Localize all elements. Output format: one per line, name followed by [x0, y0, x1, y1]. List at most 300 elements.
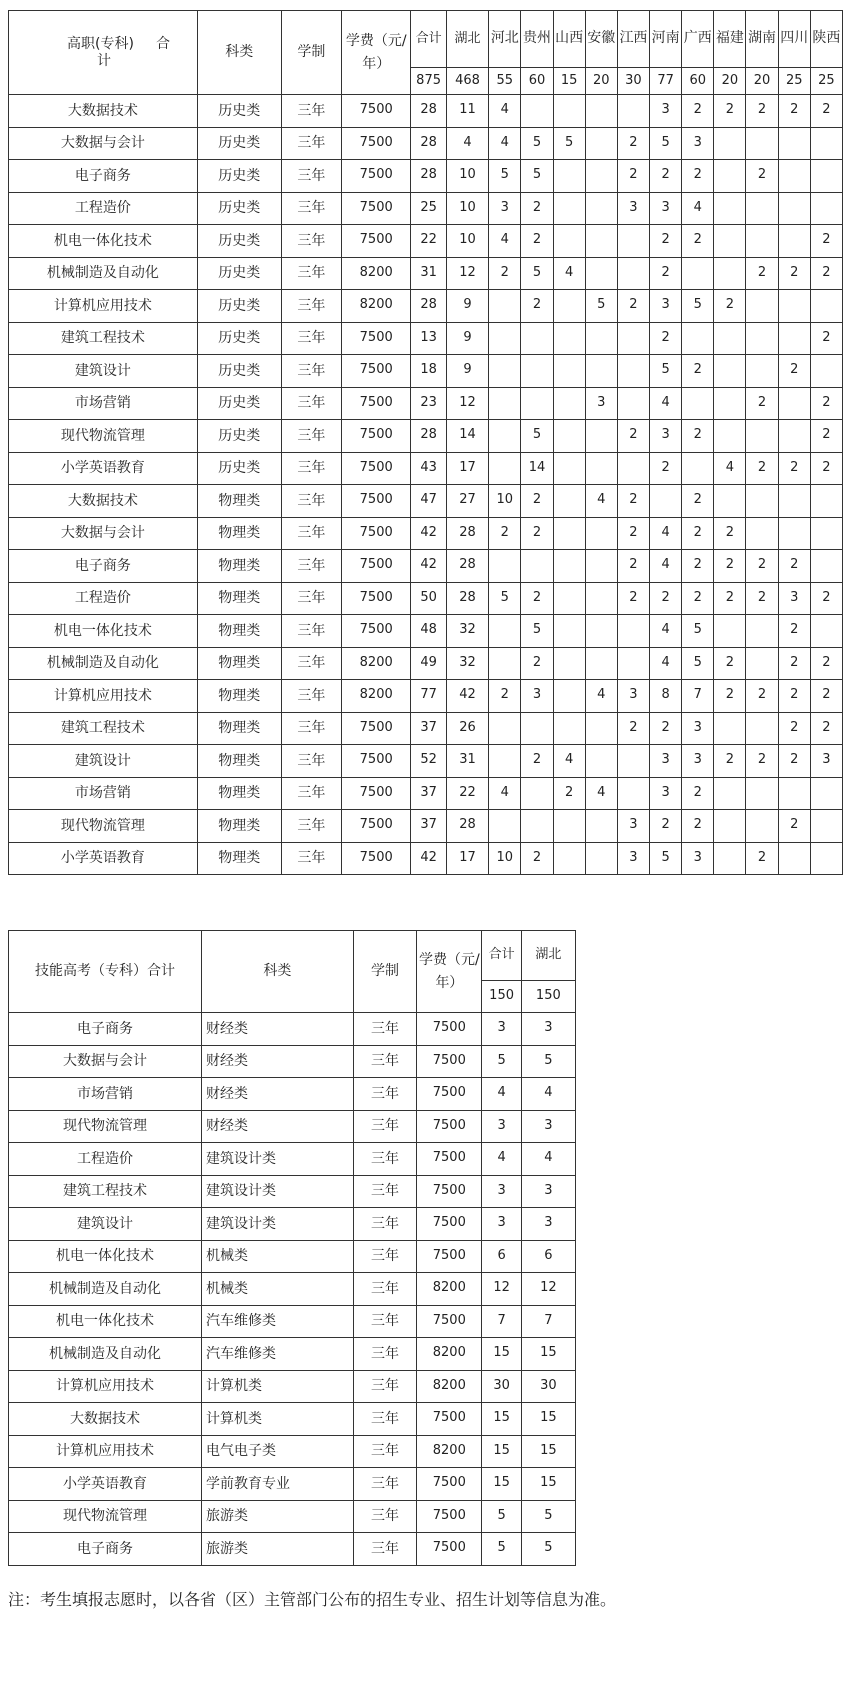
total-cell: 60 [521, 68, 553, 95]
quota-cell: 2 [489, 517, 521, 550]
category-cell: 机械类 [202, 1273, 354, 1306]
quota-cell: 2 [682, 485, 714, 518]
table-row [9, 1078, 576, 1111]
category-cell: 电气电子类 [202, 1435, 354, 1468]
major-name: 机械制造及自动化 [9, 257, 198, 290]
total-cell: 150 [521, 981, 575, 1013]
category-cell: 建筑设计类 [202, 1208, 354, 1241]
quota-cell [746, 290, 778, 323]
province-header: 福建 [714, 11, 746, 68]
fee-cell: 7500 [417, 1533, 482, 1566]
quota-cell [714, 160, 746, 193]
quota-cell: 28 [411, 160, 446, 193]
province-header: 安徽 [585, 11, 617, 68]
quota-cell [489, 322, 521, 355]
quota-cell: 77 [411, 680, 446, 713]
quota-cell: 12 [446, 387, 489, 420]
quota-cell [746, 225, 778, 258]
quota-cell [617, 322, 649, 355]
fee-cell: 8200 [417, 1273, 482, 1306]
quota-cell: 15 [482, 1435, 521, 1468]
quota-cell: 4 [521, 1143, 575, 1176]
quota-cell [585, 810, 617, 843]
quota-cell [714, 712, 746, 745]
quota-cell [746, 485, 778, 518]
quota-cell: 2 [553, 777, 585, 810]
major-name: 电子商务 [9, 1013, 202, 1046]
quota-cell [682, 387, 714, 420]
duration-cell: 三年 [353, 1273, 416, 1306]
fee-cell: 7500 [417, 1175, 482, 1208]
category-cell: 历史类 [197, 355, 281, 388]
quota-cell: 6 [521, 1240, 575, 1273]
quota-cell: 2 [810, 712, 842, 745]
table-row [9, 680, 843, 713]
quota-cell: 2 [810, 420, 842, 453]
table-row [9, 485, 843, 518]
fee-cell: 7500 [341, 485, 411, 518]
major-name: 计算机应用技术 [9, 1370, 202, 1403]
quota-cell [553, 615, 585, 648]
table-row [9, 550, 843, 583]
quota-cell [489, 290, 521, 323]
quota-cell [585, 355, 617, 388]
duration-cell: 三年 [353, 1370, 416, 1403]
duration-cell: 三年 [281, 452, 341, 485]
quota-cell [778, 127, 810, 160]
table-row [9, 452, 843, 485]
quota-cell: 4 [521, 1078, 575, 1111]
quota-cell [778, 485, 810, 518]
quota-cell: 3 [650, 420, 682, 453]
quota-cell: 2 [778, 550, 810, 583]
quota-cell [553, 680, 585, 713]
fee-cell: 8200 [341, 647, 411, 680]
duration-cell: 三年 [353, 1175, 416, 1208]
quota-cell: 5 [482, 1533, 521, 1566]
quota-cell [714, 127, 746, 160]
quota-cell [746, 517, 778, 550]
province-header: 四川 [778, 11, 810, 68]
quota-cell: 2 [521, 745, 553, 778]
fee-cell: 8200 [341, 290, 411, 323]
quota-cell: 37 [411, 712, 446, 745]
total-cell: 77 [650, 68, 682, 95]
quota-cell: 2 [714, 745, 746, 778]
quota-cell: 10 [489, 485, 521, 518]
quota-cell: 49 [411, 647, 446, 680]
duration-cell: 三年 [281, 582, 341, 615]
major-name: 机械制造及自动化 [9, 1273, 202, 1306]
quota-cell: 15 [521, 1468, 575, 1501]
fee-cell: 7500 [341, 712, 411, 745]
quota-cell: 3 [682, 127, 714, 160]
quota-cell: 2 [521, 290, 553, 323]
quota-cell: 14 [446, 420, 489, 453]
quota-cell: 2 [682, 420, 714, 453]
quota-cell: 37 [411, 777, 446, 810]
quota-cell: 5 [489, 160, 521, 193]
quota-cell: 2 [617, 420, 649, 453]
quota-cell: 28 [411, 420, 446, 453]
table-row [9, 1143, 576, 1176]
quota-cell [585, 452, 617, 485]
quota-cell: 5 [650, 355, 682, 388]
quota-cell [778, 192, 810, 225]
province-header: 湖南 [746, 11, 778, 68]
quota-cell: 6 [482, 1240, 521, 1273]
quota-cell [746, 355, 778, 388]
quota-cell: 3 [489, 192, 521, 225]
major-name: 现代物流管理 [9, 420, 198, 453]
quota-cell [778, 387, 810, 420]
quota-cell: 5 [585, 290, 617, 323]
skills-exam-enrollment-table [8, 930, 576, 1566]
category-cell: 汽车维修类 [202, 1338, 354, 1371]
table-row [9, 1468, 576, 1501]
quota-cell [489, 550, 521, 583]
quota-cell: 2 [650, 257, 682, 290]
quota-cell [714, 420, 746, 453]
table-row [9, 517, 843, 550]
quota-cell: 3 [617, 842, 649, 875]
col-hubei-header: 湖北 [446, 11, 489, 68]
duration-cell: 三年 [353, 1435, 416, 1468]
quota-cell: 37 [411, 810, 446, 843]
quota-cell: 2 [521, 225, 553, 258]
quota-cell [714, 810, 746, 843]
quota-cell [521, 712, 553, 745]
quota-cell: 2 [521, 582, 553, 615]
fee-cell: 7500 [417, 1403, 482, 1436]
quota-cell [714, 485, 746, 518]
quota-cell [585, 95, 617, 128]
table-row [9, 387, 843, 420]
quota-cell: 2 [746, 745, 778, 778]
quota-cell: 26 [446, 712, 489, 745]
quota-cell [585, 257, 617, 290]
table-row [9, 810, 843, 843]
quota-cell: 30 [521, 1370, 575, 1403]
fee-cell: 7500 [417, 1045, 482, 1078]
quota-cell: 3 [521, 680, 553, 713]
major-name: 机电一体化技术 [9, 615, 198, 648]
fee-cell: 7500 [341, 192, 411, 225]
fee-cell: 7500 [341, 127, 411, 160]
quota-cell: 2 [746, 257, 778, 290]
quota-cell [746, 420, 778, 453]
quota-cell: 2 [778, 810, 810, 843]
duration-cell: 三年 [281, 257, 341, 290]
major-name: 电子商务 [9, 1533, 202, 1566]
quota-cell [810, 517, 842, 550]
quota-cell [585, 192, 617, 225]
category-cell: 物理类 [197, 842, 281, 875]
quota-cell: 4 [585, 777, 617, 810]
duration-cell: 三年 [353, 1338, 416, 1371]
footnote: 注：考生填报志愿时，以各省（区）主管部门公布的招生专业、招生计划等信息为准。 [8, 1590, 617, 1609]
quota-cell [746, 777, 778, 810]
province-header: 江西 [617, 11, 649, 68]
quota-cell: 2 [778, 745, 810, 778]
quota-cell: 2 [746, 387, 778, 420]
quota-cell: 5 [521, 257, 553, 290]
quota-cell: 4 [650, 647, 682, 680]
quota-cell: 4 [650, 387, 682, 420]
duration-cell: 三年 [281, 647, 341, 680]
fee-cell: 7500 [341, 810, 411, 843]
quota-cell: 2 [778, 712, 810, 745]
quota-cell [746, 647, 778, 680]
table-row [9, 1533, 576, 1566]
quota-cell: 10 [446, 160, 489, 193]
quota-cell: 7 [682, 680, 714, 713]
quota-cell: 4 [446, 127, 489, 160]
category-cell: 物理类 [197, 517, 281, 550]
quota-cell: 3 [682, 745, 714, 778]
major-name: 市场营销 [9, 1078, 202, 1111]
fee-cell: 8200 [417, 1370, 482, 1403]
col-hubei-header: 湖北 [521, 931, 575, 981]
table-row [9, 95, 843, 128]
quota-cell: 5 [521, 615, 553, 648]
major-name: 市场营销 [9, 387, 198, 420]
quota-cell: 12 [446, 257, 489, 290]
quota-cell: 3 [482, 1175, 521, 1208]
major-name: 现代物流管理 [9, 1110, 202, 1143]
total-cell: 30 [617, 68, 649, 95]
quota-cell: 7 [482, 1305, 521, 1338]
table1-title: 高职(专科) 合 计 [9, 11, 198, 95]
duration-cell: 三年 [281, 712, 341, 745]
table-row [9, 647, 843, 680]
table-row [9, 127, 843, 160]
quota-cell: 2 [746, 582, 778, 615]
quota-cell [553, 452, 585, 485]
quota-cell: 2 [746, 160, 778, 193]
quota-cell: 3 [650, 95, 682, 128]
major-name: 机电一体化技术 [9, 1240, 202, 1273]
quota-cell: 48 [411, 615, 446, 648]
quota-cell [714, 322, 746, 355]
quota-cell: 2 [650, 160, 682, 193]
category-cell: 历史类 [197, 192, 281, 225]
quota-cell: 5 [650, 842, 682, 875]
major-name: 小学英语教育 [9, 842, 198, 875]
category-cell: 建筑设计类 [202, 1175, 354, 1208]
quota-cell: 2 [714, 95, 746, 128]
quota-cell [553, 485, 585, 518]
quota-cell [682, 452, 714, 485]
table-row [9, 1110, 576, 1143]
province-header: 河南 [650, 11, 682, 68]
quota-cell: 3 [682, 712, 714, 745]
total-cell: 20 [714, 68, 746, 95]
quota-cell [585, 745, 617, 778]
quota-cell [746, 322, 778, 355]
quota-cell: 2 [714, 517, 746, 550]
quota-cell: 18 [411, 355, 446, 388]
quota-cell: 4 [489, 127, 521, 160]
table-row [9, 1175, 576, 1208]
table-row [9, 1338, 576, 1371]
quota-cell [746, 127, 778, 160]
quota-cell [553, 420, 585, 453]
quota-cell [521, 322, 553, 355]
fee-cell: 7500 [341, 582, 411, 615]
category-cell: 旅游类 [202, 1500, 354, 1533]
quota-cell: 28 [411, 290, 446, 323]
total-cell: 150 [482, 981, 521, 1013]
quota-cell: 15 [521, 1403, 575, 1436]
fee-cell: 7500 [417, 1208, 482, 1241]
col-duration-header: 学制 [281, 11, 341, 95]
quota-cell [521, 810, 553, 843]
category-cell: 物理类 [197, 810, 281, 843]
quota-cell: 2 [746, 95, 778, 128]
quota-cell [617, 615, 649, 648]
quota-cell: 15 [482, 1403, 521, 1436]
major-name: 机械制造及自动化 [9, 1338, 202, 1371]
duration-cell: 三年 [281, 387, 341, 420]
quota-cell: 28 [446, 582, 489, 615]
quota-cell: 2 [682, 95, 714, 128]
category-cell: 物理类 [197, 680, 281, 713]
quota-cell: 2 [810, 387, 842, 420]
major-name: 工程造价 [9, 582, 198, 615]
category-cell: 历史类 [197, 127, 281, 160]
duration-cell: 三年 [353, 1110, 416, 1143]
quota-cell [746, 615, 778, 648]
quota-cell: 28 [446, 517, 489, 550]
quota-cell [585, 582, 617, 615]
quota-cell: 4 [489, 225, 521, 258]
quota-cell: 2 [810, 647, 842, 680]
quota-cell [810, 485, 842, 518]
quota-cell: 2 [650, 582, 682, 615]
quota-cell: 12 [482, 1273, 521, 1306]
quota-cell: 3 [810, 745, 842, 778]
duration-cell: 三年 [281, 225, 341, 258]
quota-cell [553, 322, 585, 355]
quota-cell [489, 452, 521, 485]
table-row [9, 355, 843, 388]
table-row [9, 615, 843, 648]
major-name: 小学英语教育 [9, 1468, 202, 1501]
quota-cell: 2 [778, 452, 810, 485]
quota-cell [714, 355, 746, 388]
quota-cell: 2 [682, 160, 714, 193]
quota-cell [714, 225, 746, 258]
quota-cell: 31 [446, 745, 489, 778]
quota-cell [521, 777, 553, 810]
fee-cell: 8200 [341, 680, 411, 713]
quota-cell: 2 [617, 550, 649, 583]
category-cell: 历史类 [197, 452, 281, 485]
quota-cell [521, 550, 553, 583]
fee-cell: 7500 [341, 745, 411, 778]
quota-cell: 2 [810, 452, 842, 485]
quota-cell: 47 [411, 485, 446, 518]
major-name: 工程造价 [9, 192, 198, 225]
quota-cell: 5 [682, 290, 714, 323]
quota-cell: 11 [446, 95, 489, 128]
fee-cell: 7500 [417, 1468, 482, 1501]
category-cell: 历史类 [197, 387, 281, 420]
quota-cell: 31 [411, 257, 446, 290]
quota-cell: 42 [411, 550, 446, 583]
category-cell: 物理类 [197, 647, 281, 680]
quota-cell [617, 777, 649, 810]
table-row [9, 1045, 576, 1078]
category-cell: 物理类 [197, 582, 281, 615]
table-row [9, 257, 843, 290]
duration-cell: 三年 [281, 355, 341, 388]
category-cell: 历史类 [197, 322, 281, 355]
quota-cell [521, 355, 553, 388]
quota-cell: 2 [682, 777, 714, 810]
quota-cell: 2 [778, 680, 810, 713]
table-row [9, 1500, 576, 1533]
quota-cell: 2 [746, 680, 778, 713]
quota-cell: 15 [521, 1338, 575, 1371]
quota-cell: 42 [411, 517, 446, 550]
col-fee-header: 学费（元/年） [341, 11, 411, 95]
quota-cell: 4 [489, 95, 521, 128]
major-name: 工程造价 [9, 1143, 202, 1176]
quota-cell [489, 712, 521, 745]
quota-cell: 2 [617, 127, 649, 160]
col-total-header: 合计 [482, 931, 521, 981]
quota-cell: 2 [746, 452, 778, 485]
quota-cell: 2 [617, 290, 649, 323]
quota-cell [617, 225, 649, 258]
province-header: 广西 [682, 11, 714, 68]
fee-cell: 8200 [341, 257, 411, 290]
quota-cell [553, 192, 585, 225]
quota-cell: 5 [521, 160, 553, 193]
duration-cell: 三年 [281, 290, 341, 323]
category-cell: 历史类 [197, 95, 281, 128]
quota-cell: 17 [446, 452, 489, 485]
quota-cell: 9 [446, 355, 489, 388]
quota-cell: 32 [446, 615, 489, 648]
quota-cell [489, 615, 521, 648]
category-cell: 历史类 [197, 290, 281, 323]
quota-cell [585, 842, 617, 875]
quota-cell: 2 [489, 257, 521, 290]
quota-cell [778, 420, 810, 453]
province-header: 陕西 [810, 11, 842, 68]
quota-cell: 2 [714, 550, 746, 583]
quota-cell: 2 [714, 680, 746, 713]
quota-cell: 25 [411, 192, 446, 225]
major-name: 机电一体化技术 [9, 225, 198, 258]
category-cell: 汽车维修类 [202, 1305, 354, 1338]
quota-cell: 9 [446, 322, 489, 355]
quota-cell: 4 [553, 745, 585, 778]
quota-cell: 2 [810, 225, 842, 258]
quota-cell [617, 355, 649, 388]
major-name: 建筑工程技术 [9, 712, 198, 745]
table-row [9, 290, 843, 323]
duration-cell: 三年 [353, 1500, 416, 1533]
fee-cell: 7500 [341, 615, 411, 648]
table-row [9, 1370, 576, 1403]
quota-cell: 4 [489, 777, 521, 810]
fee-cell: 7500 [341, 420, 411, 453]
duration-cell: 三年 [353, 1240, 416, 1273]
